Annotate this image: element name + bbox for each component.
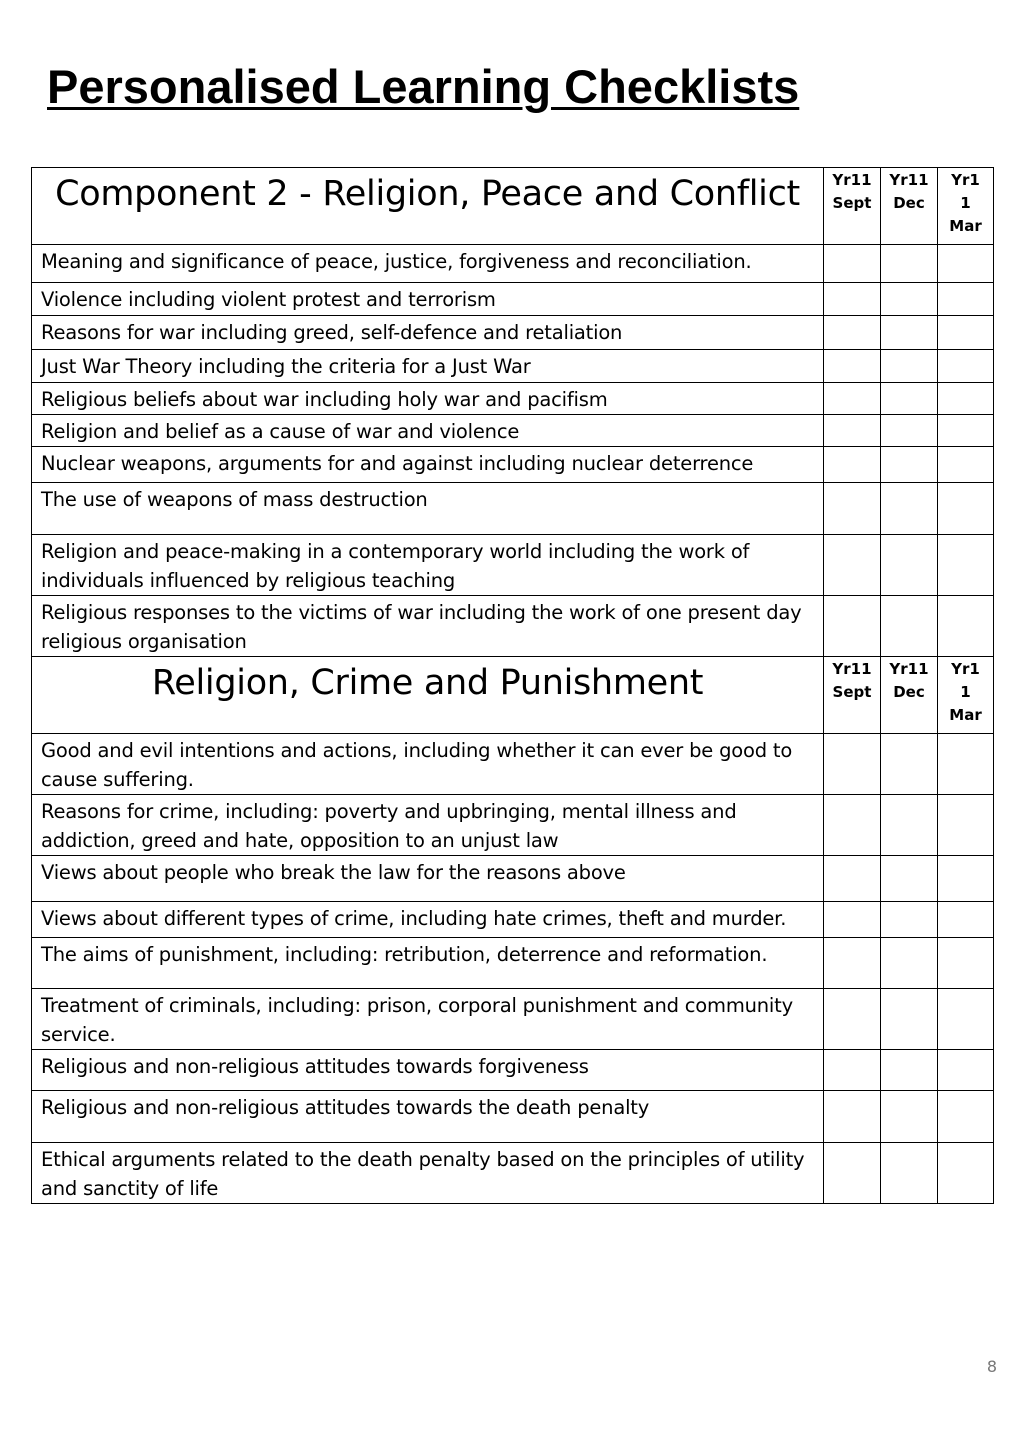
checkbox-cell-mar[interactable] xyxy=(938,383,994,415)
checkbox-cell-mar[interactable] xyxy=(938,1050,994,1091)
checkbox-cell-dec[interactable] xyxy=(881,283,938,316)
checkbox-cell-dec[interactable] xyxy=(881,902,938,938)
checkbox-cell-sept[interactable] xyxy=(824,350,881,383)
checkbox-cell-mar[interactable] xyxy=(938,989,994,1050)
checkbox-cell-mar[interactable] xyxy=(938,795,994,856)
topic-cell: Reasons for crime, including: poverty and upbringing, mental illness and addiction, greed and hate, opposition to an unjust law xyxy=(32,795,824,856)
checkbox-cell-mar[interactable] xyxy=(938,316,994,350)
table-row xyxy=(32,383,994,415)
checkbox-cell-sept[interactable] xyxy=(824,483,881,535)
checkbox-cell-sept[interactable] xyxy=(824,535,881,596)
checkbox-cell-mar[interactable] xyxy=(938,447,994,483)
table-row xyxy=(32,483,994,535)
checkbox-cell-dec[interactable] xyxy=(881,383,938,415)
table-row xyxy=(32,734,994,795)
topic-cell: Views about different types of crime, including hate crimes, theft and murder. xyxy=(32,902,824,938)
topic-cell: Treatment of criminals, including: prison, corporal punishment and community service. xyxy=(32,989,824,1050)
topic-cell: Religious and non-religious attitudes towards forgiveness xyxy=(32,1050,824,1091)
table-row xyxy=(32,535,994,596)
column-header-yr11-sept: Yr11 Sept xyxy=(824,657,881,734)
table-row xyxy=(32,1143,994,1204)
checkbox-cell-dec[interactable] xyxy=(881,596,938,657)
checkbox-cell-sept[interactable] xyxy=(824,447,881,483)
topic-cell: Religious and non-religious attitudes towards the death penalty xyxy=(32,1091,824,1143)
column-header-yr11-dec: Yr11 Dec xyxy=(881,168,938,245)
section-title: Component 2 - Religion, Peace and Conflict xyxy=(32,168,824,245)
checkbox-cell-dec[interactable] xyxy=(881,316,938,350)
checkbox-cell-dec[interactable] xyxy=(881,1143,938,1204)
checkbox-cell-dec[interactable] xyxy=(881,245,938,283)
section-header-crime-punishment xyxy=(32,657,994,734)
checkbox-cell-sept[interactable] xyxy=(824,1091,881,1143)
checkbox-cell-mar[interactable] xyxy=(938,350,994,383)
checkbox-cell-dec[interactable] xyxy=(881,535,938,596)
checkbox-cell-mar[interactable] xyxy=(938,734,994,795)
checkbox-cell-dec[interactable] xyxy=(881,1091,938,1143)
topic-cell: Meaning and significance of peace, justice, forgiveness and reconciliation. xyxy=(32,245,824,283)
topic-cell: The aims of punishment, including: retribution, deterrence and reformation. xyxy=(32,938,824,989)
checkbox-cell-sept[interactable] xyxy=(824,989,881,1050)
checkbox-cell-mar[interactable] xyxy=(938,902,994,938)
checkbox-cell-mar[interactable] xyxy=(938,283,994,316)
checkbox-cell-sept[interactable] xyxy=(824,283,881,316)
checkbox-cell-sept[interactable] xyxy=(824,856,881,902)
checkbox-cell-mar[interactable] xyxy=(938,596,994,657)
table-row xyxy=(32,316,994,350)
table-row xyxy=(32,415,994,447)
table-row xyxy=(32,283,994,316)
checkbox-cell-sept[interactable] xyxy=(824,1143,881,1204)
table-row xyxy=(32,1091,994,1143)
checkbox-cell-mar[interactable] xyxy=(938,535,994,596)
checkbox-cell-sept[interactable] xyxy=(824,245,881,283)
checkbox-cell-sept[interactable] xyxy=(824,795,881,856)
section-title: Religion, Crime and Punishment xyxy=(32,657,824,734)
checkbox-cell-mar[interactable] xyxy=(938,856,994,902)
checkbox-cell-dec[interactable] xyxy=(881,350,938,383)
topic-cell: Good and evil intentions and actions, including whether it can ever be good to cause suffering. xyxy=(32,734,824,795)
checkbox-cell-dec[interactable] xyxy=(881,989,938,1050)
table-row xyxy=(32,596,994,657)
learning-checklist-table xyxy=(31,167,994,1204)
checkbox-cell-dec[interactable] xyxy=(881,415,938,447)
table-row xyxy=(32,902,994,938)
table-row xyxy=(32,447,994,483)
column-header-yr11-mar: Yr1 1 Mar xyxy=(938,168,994,245)
checkbox-cell-mar[interactable] xyxy=(938,938,994,989)
checkbox-cell-sept[interactable] xyxy=(824,596,881,657)
topic-cell: Just War Theory including the criteria for a Just War xyxy=(32,350,824,383)
column-header-yr11-dec: Yr11 Dec xyxy=(881,657,938,734)
topic-cell: Violence including violent protest and terrorism xyxy=(32,283,824,316)
checkbox-cell-dec[interactable] xyxy=(881,856,938,902)
checkbox-cell-mar[interactable] xyxy=(938,1091,994,1143)
checkbox-cell-mar[interactable] xyxy=(938,415,994,447)
section-header-peace-conflict xyxy=(32,168,994,245)
checkbox-cell-sept[interactable] xyxy=(824,1050,881,1091)
table-row xyxy=(32,989,994,1050)
checkbox-cell-sept[interactable] xyxy=(824,415,881,447)
table-row xyxy=(32,856,994,902)
topic-cell: Religion and belief as a cause of war and violence xyxy=(32,415,824,447)
checkbox-cell-sept[interactable] xyxy=(824,734,881,795)
checkbox-cell-sept[interactable] xyxy=(824,902,881,938)
column-header-yr11-mar: Yr1 1 Mar xyxy=(938,657,994,734)
checkbox-cell-dec[interactable] xyxy=(881,938,938,989)
checkbox-cell-mar[interactable] xyxy=(938,1143,994,1204)
page-title: Personalised Learning Checklists xyxy=(47,60,800,113)
topic-cell: Religion and peace-making in a contemporary world including the work of individuals influenced by religious teaching xyxy=(32,535,824,596)
topic-cell: Views about people who break the law for the reasons above xyxy=(32,856,824,902)
checkbox-cell-sept[interactable] xyxy=(824,938,881,989)
checkbox-cell-dec[interactable] xyxy=(881,1050,938,1091)
topic-cell: Ethical arguments related to the death penalty based on the principles of utility and sanctity of life xyxy=(32,1143,824,1204)
table-row xyxy=(32,245,994,283)
topic-cell: Nuclear weapons, arguments for and against including nuclear deterrence xyxy=(32,447,824,483)
checkbox-cell-dec[interactable] xyxy=(881,734,938,795)
checkbox-cell-dec[interactable] xyxy=(881,795,938,856)
column-header-yr11-sept: Yr11 Sept xyxy=(824,168,881,245)
checkbox-cell-sept[interactable] xyxy=(824,383,881,415)
checkbox-cell-dec[interactable] xyxy=(881,447,938,483)
table-row xyxy=(32,350,994,383)
page-number: 8 xyxy=(986,1357,997,1376)
table-row xyxy=(32,938,994,989)
checkbox-cell-mar[interactable] xyxy=(938,483,994,535)
table-row xyxy=(32,795,994,856)
checkbox-cell-dec[interactable] xyxy=(881,483,938,535)
checkbox-cell-sept[interactable] xyxy=(824,316,881,350)
topic-cell: Religious responses to the victims of war including the work of one present day religious organisation xyxy=(32,596,824,657)
checkbox-cell-mar[interactable] xyxy=(938,245,994,283)
topic-cell: The use of weapons of mass destruction xyxy=(32,483,824,535)
topic-cell: Reasons for war including greed, self-defence and retaliation xyxy=(32,316,824,350)
table-row xyxy=(32,1050,994,1091)
topic-cell: Religious beliefs about war including holy war and pacifism xyxy=(32,383,824,415)
